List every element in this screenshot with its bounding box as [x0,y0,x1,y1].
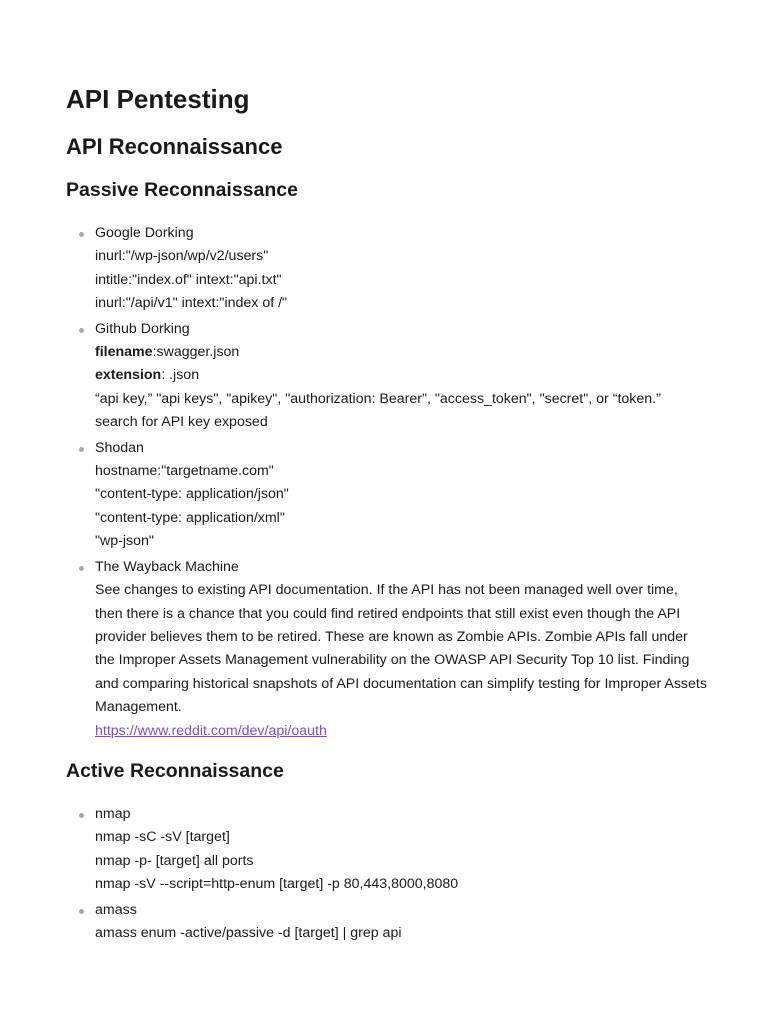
command-line: nmap -sV --script=http-enum [target] -p 80,443,8000,8080 [95,876,459,893]
command-line: amass enum -active/passive -d [target] | grep api [95,925,402,942]
query-line: intitle:"index.of" intext:"api.txt" [95,271,282,288]
list-item-shodan [66,437,716,554]
list-item-nmap [66,803,716,897]
list-item-google-dorking [66,222,716,316]
wayback-description: See changes to existing API documentation. If the API has not been managed well over time, then there is a chance that you could find retired endpoints that still exist even though the API provider believes them to be retired. These are known as Zombie APIs. Zombie APIs fall under the Improper Assets Management vulnerability on the OWASP API Security Top 10 list. Finding and comparing historical snapshots of API documentation can simplify testing for Improper Assets Management. [95,582,707,716]
item-label: Github Dorking [95,320,190,337]
command-line: nmap -p- [target] all ports [95,852,254,869]
keywords-line: “api key,” "api keys", "apikey", "authorization: Bearer", "access_token", "secret", or “token.” [95,390,661,407]
query-line: inurl:"/wp-json/wp/v2/users" [95,248,269,265]
filename-value: :swagger.json [152,344,240,361]
query-line: inurl:"/api/v1" intext:"index of /" [95,295,288,312]
filename-key: filename [95,344,153,361]
extension-value: : .json [161,367,200,384]
list-item-amass [66,899,716,946]
query-line: "content-type: application/xml" [95,509,285,526]
query-line: "content-type: application/json" [95,486,289,503]
query-line: "wp-json" [95,533,154,550]
passive-recon-list [66,222,716,745]
active-recon-list [66,803,716,947]
item-label: Shodan [95,439,144,456]
filename-line [95,341,716,364]
bullet-icon [79,232,84,237]
bullet-icon [79,447,84,452]
list-item-wayback-machine [66,556,716,743]
bullet-icon [79,328,84,333]
bullet-icon [79,566,84,571]
subsection-heading-active: Active Reconnaissance [66,760,284,782]
extension-key: extension [95,367,162,384]
bullet-icon [79,909,84,914]
subsection-heading-passive: Passive Reconnaissance [66,179,298,201]
item-label: amass [95,901,137,918]
page-title: API Pentesting [66,84,250,114]
section-heading-api-reconnaissance: API Reconnaissance [66,134,283,159]
reddit-oauth-link[interactable]: https://www.reddit.com/dev/api/oauth [95,722,327,739]
item-label: Google Dorking [95,225,194,241]
bullet-icon [79,813,84,818]
extension-line [95,364,716,387]
item-label: nmap [95,806,131,822]
note-line: search for API key exposed [95,414,268,431]
item-label: The Wayback Machine [95,558,239,575]
query-line: hostname:"targetname.com" [95,463,274,480]
command-line: nmap -sC -sV [target] [95,829,230,846]
list-item-github-dorking [66,318,716,435]
